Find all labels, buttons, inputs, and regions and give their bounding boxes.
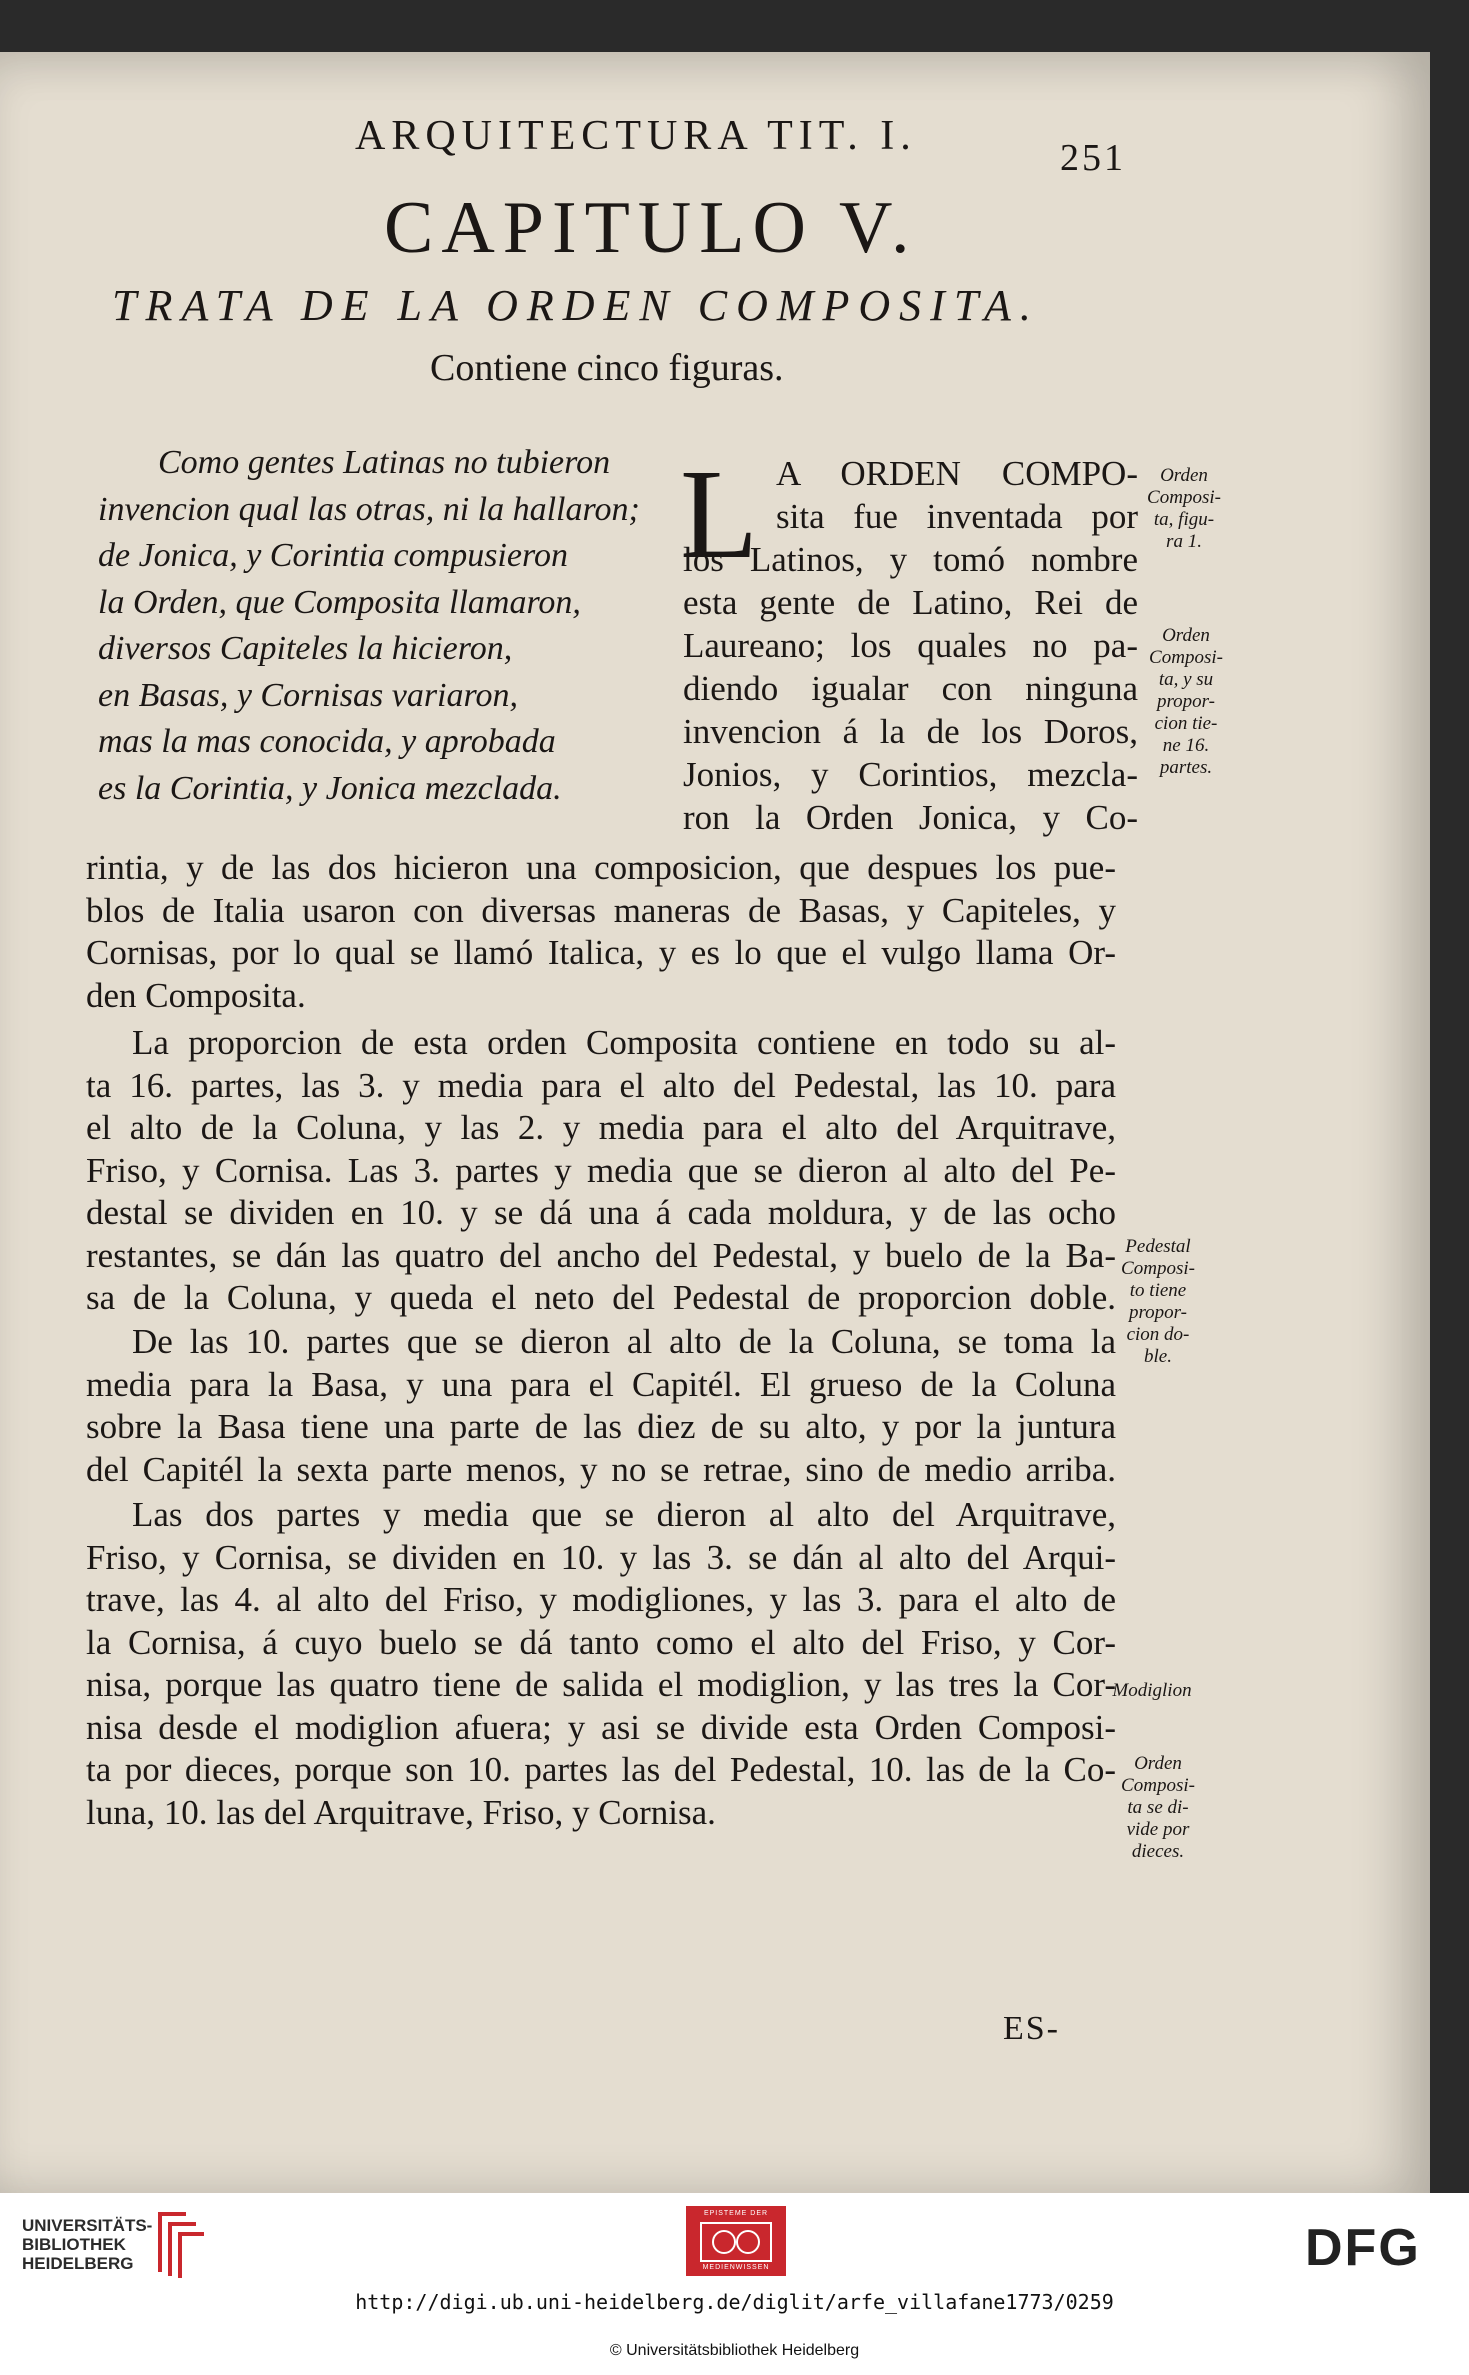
- text-line: ta por dieces, porque son 10. partes las del Pedestal, 10. las de la Co-: [86, 1750, 1116, 1789]
- verse-line: en Basas, y Cornisas variaron,: [98, 676, 518, 714]
- text-line: A ORDEN COMPO-: [776, 454, 1138, 493]
- contains-line: Contiene cinco figuras.: [430, 347, 784, 389]
- note-line: Composi-: [1149, 647, 1223, 668]
- library-name-line: UNIVERSITÄTS-: [22, 2216, 153, 2235]
- verse-block: [98, 440, 688, 812]
- text-line: rintia, y de las dos hicieron una composicion, que despues los pue-: [86, 848, 1116, 887]
- library-emblem-icon: [150, 2206, 206, 2278]
- note-line: vide por: [1126, 1819, 1190, 1840]
- drop-cap: L: [680, 443, 759, 585]
- note-line: partes.: [1159, 757, 1213, 778]
- text-line: del Capitél la sexta parte menos, y no se retrae, sino de medio arriba.: [86, 1449, 1116, 1489]
- dfg-logo[interactable]: DFG: [1305, 2219, 1421, 2277]
- text-line: Friso, y Cornisa. Las 3. partes y media que se dieron al alto del Pe-: [86, 1150, 1116, 1190]
- marginal-note: [1140, 625, 1232, 779]
- logo-text: EPISTEME DER: [703, 2210, 769, 2217]
- paragraph-4: [86, 1494, 1116, 1834]
- verse-line: de Jonica, y Corintia compusieron: [98, 537, 568, 574]
- paragraph-1: [86, 847, 1116, 1017]
- text-line: la Cornisa, á cuyo buelo se dá tanto como el alto del Friso, y Cor-: [86, 1622, 1116, 1662]
- verse-line: mas la mas conocida, y aprobada: [98, 723, 556, 760]
- verse-line: Como gentes Latinas no tubieron: [158, 444, 611, 481]
- text-line: diendo igualar con ninguna: [683, 669, 1138, 708]
- marginal-note: [1112, 1236, 1204, 1368]
- library-name-line: HEIDELBERG: [22, 2254, 134, 2273]
- note-line: Orden: [1134, 1753, 1182, 1774]
- note-line: ta, y su: [1158, 669, 1214, 690]
- note-line: dieces.: [1131, 1841, 1185, 1862]
- note-line: Composi-: [1121, 1258, 1195, 1279]
- text-line: nisa desde el modiglion afuera; y asi se divide esta Orden Composi-: [86, 1707, 1116, 1747]
- text-line: sa de la Coluna, y queda el neto del Pedestal de proporcion doble.: [86, 1278, 1116, 1317]
- note-line: ta, figu-: [1153, 509, 1215, 530]
- text-line: Laureano; los quales no pa-: [683, 626, 1138, 665]
- note-line: ra 1.: [1166, 531, 1202, 552]
- chapter-title: CAPITULO V.: [384, 187, 918, 269]
- text-line: sita fue inventada por: [776, 497, 1138, 536]
- text-line: blos de Italia usaron con diversas maneras de Basas, y Capiteles, y: [86, 890, 1116, 930]
- copyright-notice: © Universitätsbibliothek Heidelberg: [609, 2342, 860, 2359]
- note-line: Modiglion: [1112, 1680, 1192, 1701]
- running-head: ARQUITECTURA TIT. I.: [355, 113, 917, 159]
- text-line: los Latinos, y tomó nombre: [683, 540, 1138, 579]
- note-line: Orden: [1160, 465, 1208, 486]
- note-line: to tiene: [1129, 1280, 1187, 1301]
- note-line: ne 16.: [1162, 735, 1210, 756]
- note-line: ta se di-: [1127, 1797, 1189, 1818]
- permalink-url[interactable]: http://digi.ub.uni-heidelberg.de/diglit/arfe_villafane1773/0259: [355, 2290, 1114, 2314]
- text-line: La proporcion de esta orden Composita contiene en todo su al-: [132, 1023, 1116, 1062]
- marginal-note: [1138, 465, 1230, 553]
- text-line: el alto de la Coluna, y las 2. y media para el alto del Arquitrave,: [86, 1108, 1116, 1147]
- text-line: esta gente de Latino, Rei de: [683, 583, 1138, 622]
- text-line: luna, 10. las del Arquitrave, Friso, y Cornisa.: [86, 1792, 716, 1832]
- catchword: ES-: [1003, 2010, 1060, 2047]
- text-line: nisa, porque las quatro tiene de salida el modiglion, y las tres la Cor-: [86, 1665, 1116, 1704]
- right-column-text: [683, 452, 1138, 839]
- note-line: Composi-: [1147, 487, 1221, 508]
- note-line: Orden: [1162, 625, 1210, 646]
- text-line: trave, las 4. al alto del Friso, y modigliones, y las 3. para el alto de: [86, 1580, 1116, 1619]
- text-line: Las dos partes y media que se dieron al alto del Arquitrave,: [132, 1495, 1116, 1534]
- text-line: sobre la Basa tiene una parte de las diez de su alto, y por la juntura: [86, 1407, 1116, 1446]
- text-line: ta 16. partes, las 3. y media para el alto del Pedestal, las 10. para: [86, 1065, 1116, 1105]
- library-name-line: BIBLIOTHEK: [22, 2235, 126, 2254]
- text-line: De las 10. partes que se dieron al alto de la Coluna, se toma la: [132, 1322, 1116, 1361]
- marginal-note: [1102, 1680, 1202, 1702]
- verse-line: invencion qual las otras, ni la hallaron;: [98, 490, 640, 528]
- verse-line: es la Corintia, y Jonica mezclada.: [98, 769, 562, 807]
- text-line: Cornisas, por lo qual se llamó Italica, y es lo que el vulgo llama Or-: [86, 933, 1116, 972]
- note-line: propor-: [1156, 691, 1216, 712]
- note-line: ble.: [1144, 1346, 1172, 1367]
- verse-line: diversos Capiteles la hicieron,: [98, 630, 513, 667]
- note-line: cion tie-: [1154, 713, 1218, 734]
- text-line: ron la Orden Jonica, y Co-: [683, 798, 1138, 837]
- verse-line: la Orden, que Composita llamaron,: [98, 583, 581, 621]
- logo-text: MEDIENWISSEN: [702, 2264, 770, 2271]
- library-logo[interactable]: [22, 2216, 152, 2273]
- page-number: 251: [1060, 137, 1126, 179]
- note-line: Pedestal: [1125, 1236, 1191, 1257]
- episteme-logo[interactable]: [686, 2206, 786, 2276]
- chapter-subtitle: TRATA DE LA ORDEN COMPOSITA.: [112, 281, 1040, 330]
- text-line: den Composita.: [86, 975, 306, 1015]
- paragraph-2: [86, 1022, 1116, 1320]
- text-line: invencion á la de los Doros,: [683, 712, 1138, 751]
- marginal-note: [1112, 1753, 1204, 1863]
- text-line: Friso, y Cornisa, se dividen en 10. y las 3. se dán al alto del Arqui-: [86, 1537, 1116, 1577]
- text-line: media para la Basa, y una para el Capitél. El grueso de la Coluna: [86, 1364, 1116, 1404]
- note-line: cion do-: [1126, 1324, 1190, 1345]
- text-line: destal se dividen en 10. y se dá una á cada moldura, y de las ocho: [86, 1193, 1116, 1232]
- paragraph-3: [86, 1321, 1116, 1491]
- text-line: Jonios, y Corintios, mezcla-: [683, 755, 1138, 794]
- note-line: Composi-: [1121, 1775, 1195, 1796]
- episteme-emblem-icon: [700, 2222, 772, 2262]
- note-line: propor-: [1128, 1302, 1188, 1323]
- text-line: restantes, se dán las quatro del ancho del Pedestal, y buelo de la Ba-: [86, 1235, 1116, 1275]
